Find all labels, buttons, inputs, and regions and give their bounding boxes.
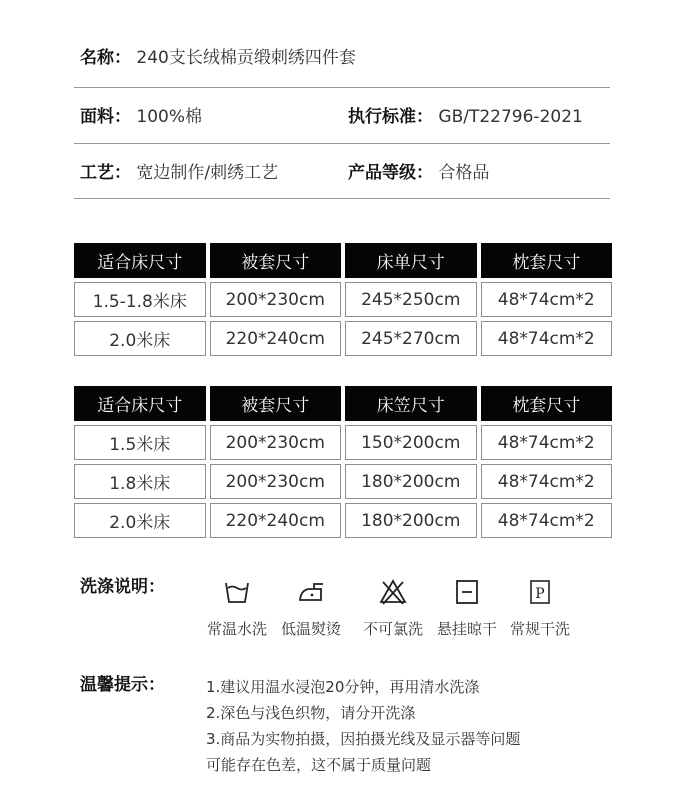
table-cell: 200*230cm — [210, 425, 342, 460]
table-cell: 180*200cm — [345, 503, 477, 538]
divider — [74, 198, 610, 199]
table-row — [74, 464, 612, 499]
table-cell: 220*240cm — [210, 503, 342, 538]
care-label: 悬挂晾干 — [436, 620, 497, 638]
care-item-wash — [200, 578, 274, 639]
divider — [74, 143, 610, 144]
fabric-row — [80, 106, 202, 128]
table-header-cell: 被套尺寸 — [210, 243, 342, 278]
care-title: 洗涤说明： — [80, 577, 165, 597]
product-name-row — [80, 47, 356, 69]
table-header-cell: 枕套尺寸 — [481, 386, 613, 421]
table-cell: 245*270cm — [345, 321, 477, 356]
wash-tub-icon — [223, 578, 251, 606]
care-label: 不可氯洗 — [362, 620, 423, 638]
table-cell: 1.5-1.8米床 — [74, 282, 206, 317]
care-item-dry-clean — [503, 578, 577, 639]
table-cell: 2.0米床 — [74, 503, 206, 538]
table-cell: 180*200cm — [345, 464, 477, 499]
iron-icon — [297, 578, 325, 606]
table-cell: 200*230cm — [210, 282, 342, 317]
fabric-value: 100%棉 — [136, 107, 203, 127]
dry-clean-p-icon — [526, 578, 554, 606]
care-item-hang-dry — [430, 578, 504, 639]
table-cell: 1.8米床 — [74, 464, 206, 499]
table-cell: 245*250cm — [345, 282, 477, 317]
care-item-iron — [274, 578, 348, 639]
tip-line: 2.深色与浅色织物，请分开洗涤 — [206, 704, 416, 722]
table-cell: 48*74cm*2 — [481, 425, 613, 460]
table-header-cell: 适合床尺寸 — [74, 386, 206, 421]
care-label: 低温熨烫 — [280, 620, 341, 638]
table-cell: 48*74cm*2 — [481, 282, 613, 317]
tip-line: 1.建议用温水浸泡20分钟，再用清水洗涤 — [206, 678, 480, 696]
table-cell: 48*74cm*2 — [481, 503, 613, 538]
table-row — [74, 321, 612, 356]
dry-clean-glyph: P — [535, 586, 545, 602]
craft-label: 工艺： — [80, 163, 131, 183]
table-row — [74, 282, 612, 317]
tip-line: 可能存在色差，这不属于质量问题 — [206, 756, 432, 774]
hang-dry-icon — [453, 578, 481, 606]
table-header-cell: 适合床尺寸 — [74, 243, 206, 278]
table-row — [74, 503, 612, 538]
table-cell: 2.0米床 — [74, 321, 206, 356]
craft-value: 宽边制作/刺绣工艺 — [136, 163, 279, 183]
table-cell: 150*200cm — [345, 425, 477, 460]
care-label: 常温水洗 — [206, 620, 267, 638]
standard-value: GB/T22796-2021 — [438, 107, 583, 127]
table-header-cell: 床单尺寸 — [345, 243, 477, 278]
tips-title: 温馨提示： — [80, 675, 165, 695]
name-label: 名称： — [80, 48, 131, 68]
no-bleach-icon — [379, 578, 407, 606]
table-header-row — [74, 243, 612, 278]
craft-row — [80, 162, 278, 184]
table-header-cell: 枕套尺寸 — [481, 243, 613, 278]
table-cell: 48*74cm*2 — [481, 321, 613, 356]
divider — [74, 87, 610, 88]
size-table-fitted — [74, 386, 612, 542]
standard-row — [348, 106, 583, 128]
table-cell: 220*240cm — [210, 321, 342, 356]
table-cell: 48*74cm*2 — [481, 464, 613, 499]
care-label: 常规干洗 — [509, 620, 570, 638]
table-row — [74, 425, 612, 460]
name-value: 240支长绒棉贡缎刺绣四件套 — [136, 48, 356, 68]
table-cell: 200*230cm — [210, 464, 342, 499]
grade-value: 合格品 — [438, 163, 490, 183]
tip-line: 3.商品为实物拍摄，因拍摄光线及显示器等问题 — [206, 730, 521, 748]
table-cell: 1.5米床 — [74, 425, 206, 460]
grade-row — [348, 162, 489, 184]
table-header-cell: 床笠尺寸 — [345, 386, 477, 421]
fabric-label: 面料： — [80, 107, 131, 127]
size-table-sheet — [74, 243, 612, 360]
grade-label: 产品等级： — [348, 163, 433, 183]
table-header-row — [74, 386, 612, 421]
table-header-cell: 被套尺寸 — [210, 386, 342, 421]
care-item-no-bleach — [356, 578, 430, 639]
standard-label: 执行标准： — [348, 107, 433, 127]
